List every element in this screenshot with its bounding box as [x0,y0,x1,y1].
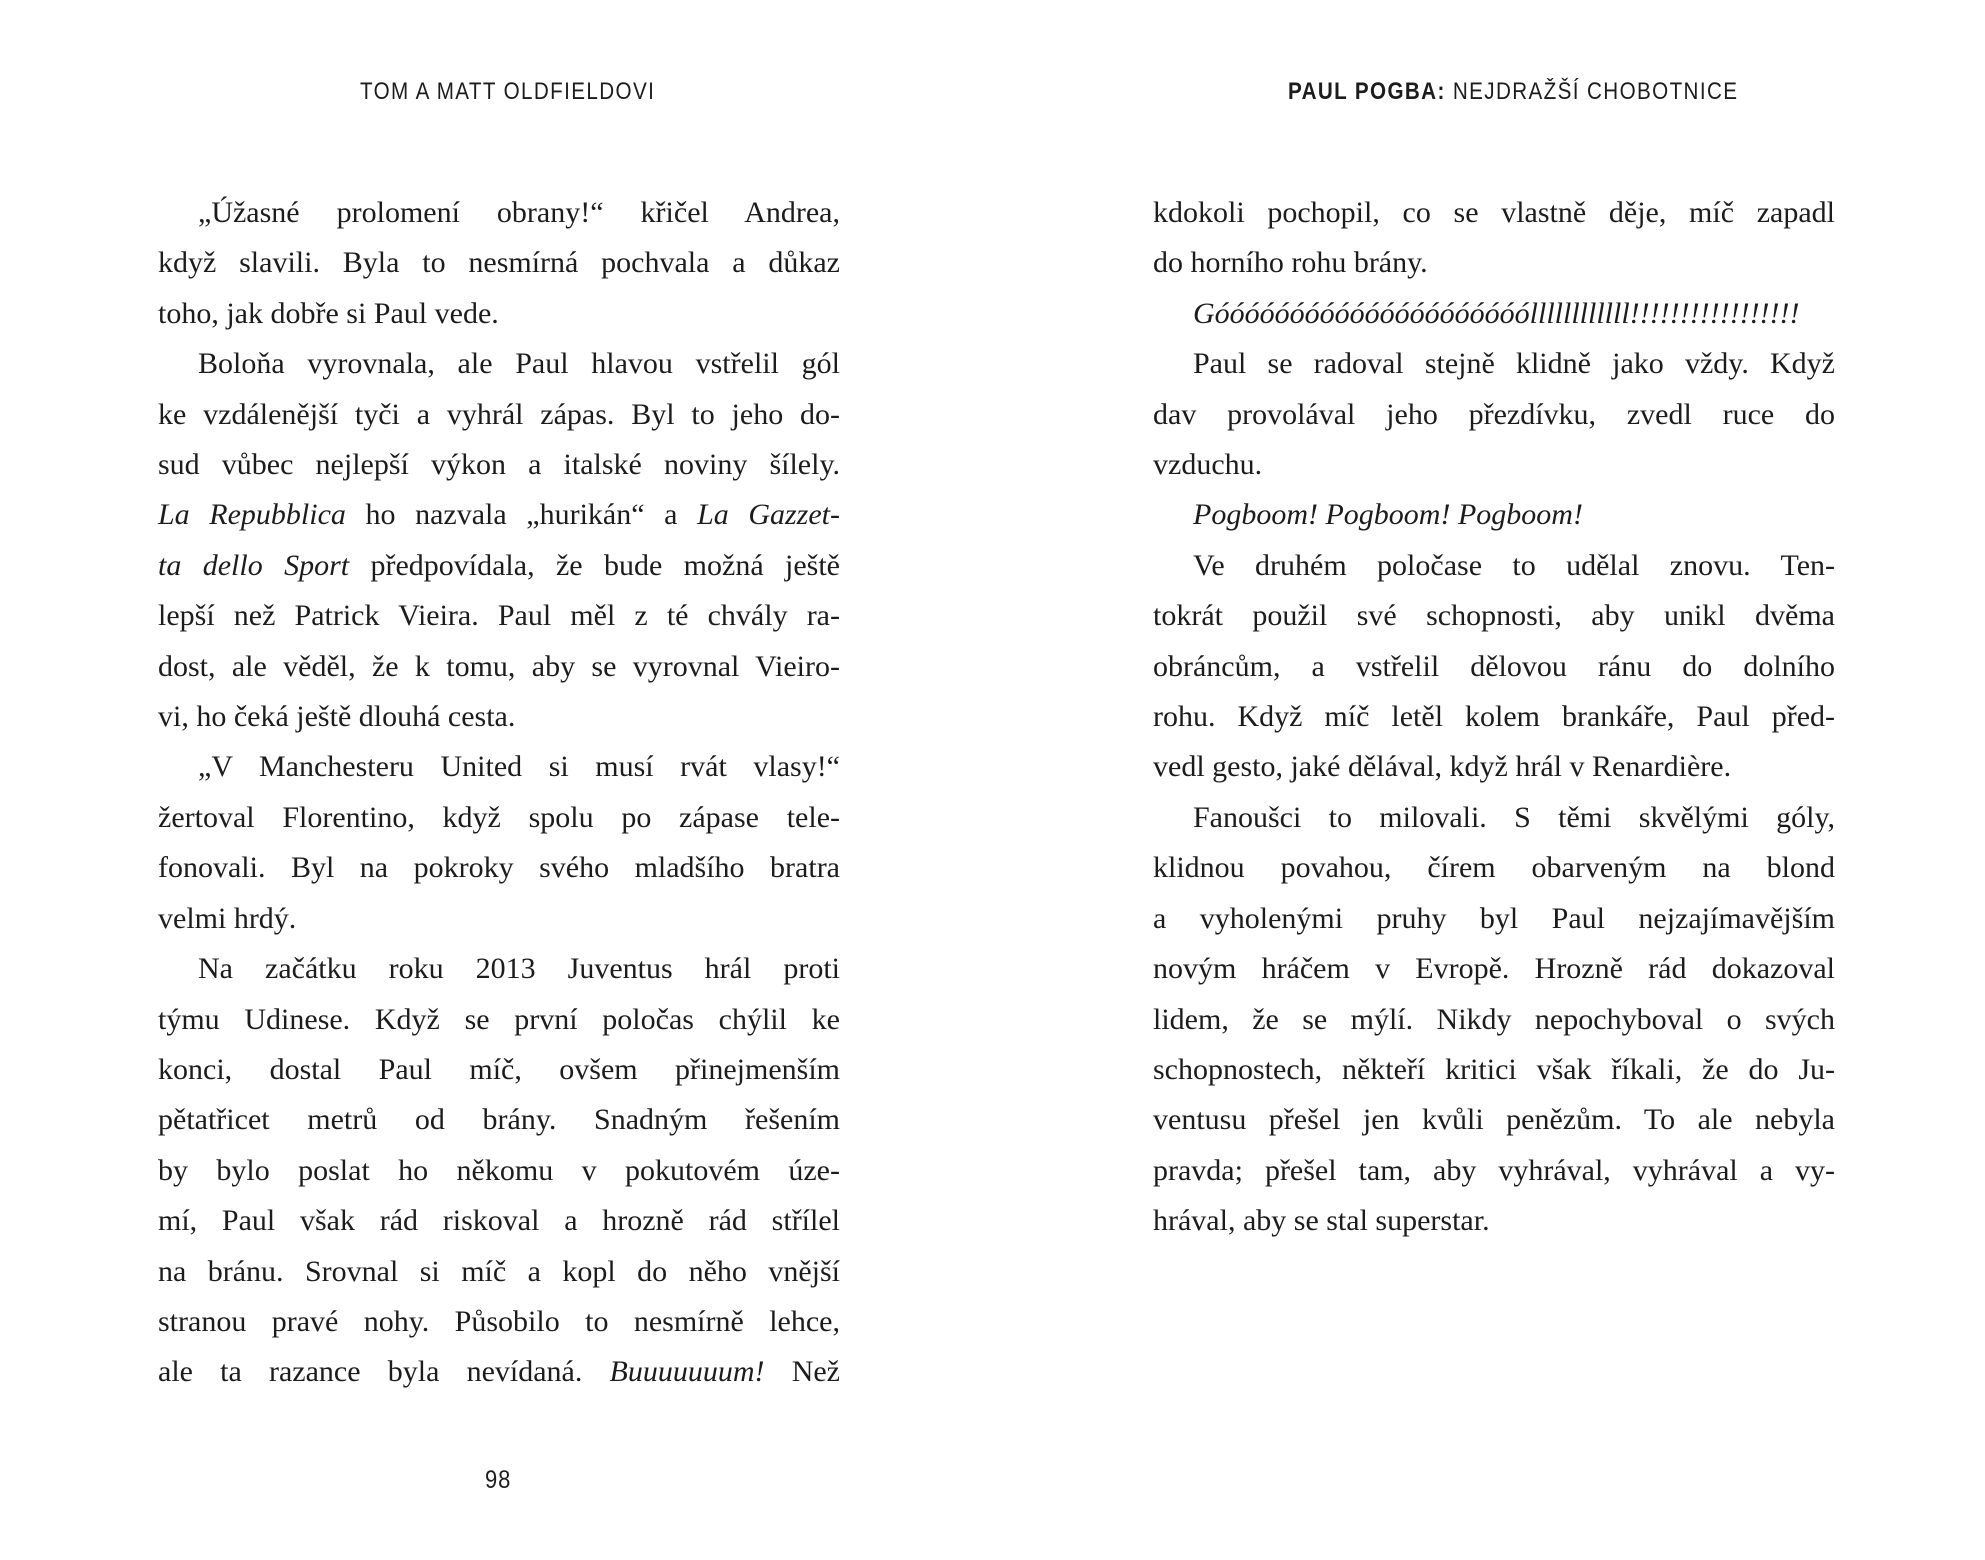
left-page [0,0,992,1560]
text-line: Na začátku roku 2013 Juventus hrál proti [198,952,840,986]
text-line: sud vůbec nejlepší výkon a italské noviny šílely. [158,448,840,482]
running-head-bold: PAUL POGBA: [1288,78,1446,105]
text-line: Boloňa vyrovnala, ale Paul hlavou vstřelil gól [198,347,840,381]
left-page-body [158,188,840,1398]
text-fragment: ho nazvala „hurikán“ a [345,498,698,532]
text-line: a vyholenými pruhy byl Paul nejzajímavějším [1153,901,1835,935]
text-line: stranou pravé nohy. Působilo to nesmírně lehce, [158,1304,840,1338]
text-line [1153,289,1835,339]
text-line: fonovali. Byl na pokroky svého mladšího bratra [158,851,840,885]
text-line: když slavili. Byla to nesmírná pochvala a důkaz [158,246,840,280]
text-line: kdokoli pochopil, co se vlastně děje, míč zapadl [1153,196,1835,229]
text-line: mí, Paul však rád riskoval a hrozně rád střílel [158,1204,840,1238]
text-line: vi, ho čeká ještě dlouhá cesta. [158,700,516,734]
text-line: vzduchu. [1153,448,1263,482]
text-line: schopnostech, někteří kritici však říkali, že do Ju- [1153,1052,1835,1086]
text-line: ventusu přešel jen kvůli penězům. To ale nebyla [1153,1103,1835,1137]
text-line: dost, ale věděl, že k tomu, aby se vyrovnal Vieiro- [158,649,840,683]
text-line: velmi hrdý. [158,901,297,935]
text-line: novým hráčem v Evropě. Hrozně rád dokazoval [1153,952,1835,986]
text-fragment: Než [764,1355,840,1389]
newspaper-title: La Gazzet- [697,498,840,532]
text-line [158,541,840,591]
page-number: 98 [485,1466,512,1494]
newspaper-title: ta dello Sport [158,548,350,582]
running-head-authors: TOM A MATT OLDFIELDOVI [360,78,656,105]
text-line [1153,490,1835,540]
text-line: „Úžasné prolomení obrany!“ křičel Andrea, [198,196,840,229]
sound-effect: Buuuuuuum! [609,1355,765,1389]
text-line: obráncům, a vstřelil dělovou ránu do dolního [1153,649,1835,683]
running-head-title [1288,78,1738,106]
text-fragment: ale ta razance byla nevídaná. [158,1355,610,1389]
text-line: klidnou povahou, čírem obarveným na blond [1153,851,1835,885]
text-line: ke vzdálenější tyči a vyhrál zápas. Byl to jeho do- [158,397,840,431]
text-line: by bylo poslat ho někomu v pokutovém úze- [158,1153,840,1187]
newspaper-title: La Repubblica [158,498,346,532]
text-line: Fanoušci to milovali. S těmi skvělými góly, [1193,800,1835,834]
text-line: hrával, aby se stal superstar. [1153,1204,1490,1238]
text-line: „V Manchesteru United si musí rvát vlasy!“ [198,750,840,784]
text-line: toho, jak dobře si Paul vede. [158,296,499,330]
right-page-body [1153,188,1835,1247]
text-line: konci, dostal Paul míč, ovšem přinejmenším [158,1052,840,1086]
text-line [158,490,840,540]
text-line: tokrát použil své schopnosti, aby unikl dvěma [1153,599,1835,633]
chant: Pogboom! Pogboom! Pogboom! [1193,498,1583,532]
right-page [993,0,1985,1560]
text-line: týmu Udinese. Když se první poločas chýlil ke [158,1002,840,1036]
text-line: rohu. Když míč letěl kolem brankáře, Paul před- [1153,700,1835,734]
text-line: dav provolával jeho přezdívku, zvedl ruce do [1153,397,1835,431]
text-line: pětatřicet metrů od brány. Snadným řešením [158,1103,840,1137]
text-line: lidem, že se mýlí. Nikdy nepochyboval o svých [1153,1002,1835,1036]
text-line: lepší než Patrick Vieira. Paul měl z té chvály ra- [158,599,840,633]
text-line: Paul se radoval stejně klidně jako vždy. Když [1193,347,1835,381]
text-line: žertoval Florentino, když spolu po zápase tele- [158,800,840,834]
text-line: do horního rohu brány. [1153,246,1428,280]
text-line: vedl gesto, jaké dělával, když hrál v Renardière. [1153,750,1732,784]
text-line: Ve druhém poločase to udělal znovu. Ten- [1193,548,1835,582]
text-line: pravda; přešel tam, aby vyhrával, vyhrával a vy- [1153,1153,1835,1187]
text-line [158,1347,840,1397]
text-fragment: předpovídala, že bude možná ještě [349,548,840,582]
goal-shout: Góóóóóóóóóóóóóóóóóóóóóllllllllllll!!!!!!!!!!!!!!!!! [1193,296,1800,330]
running-head-rest: NEJDRAŽŠÍ CHOBOTNICE [1445,78,1739,105]
text-line: na bránu. Srovnal si míč a kopl do něho vnější [158,1254,840,1288]
